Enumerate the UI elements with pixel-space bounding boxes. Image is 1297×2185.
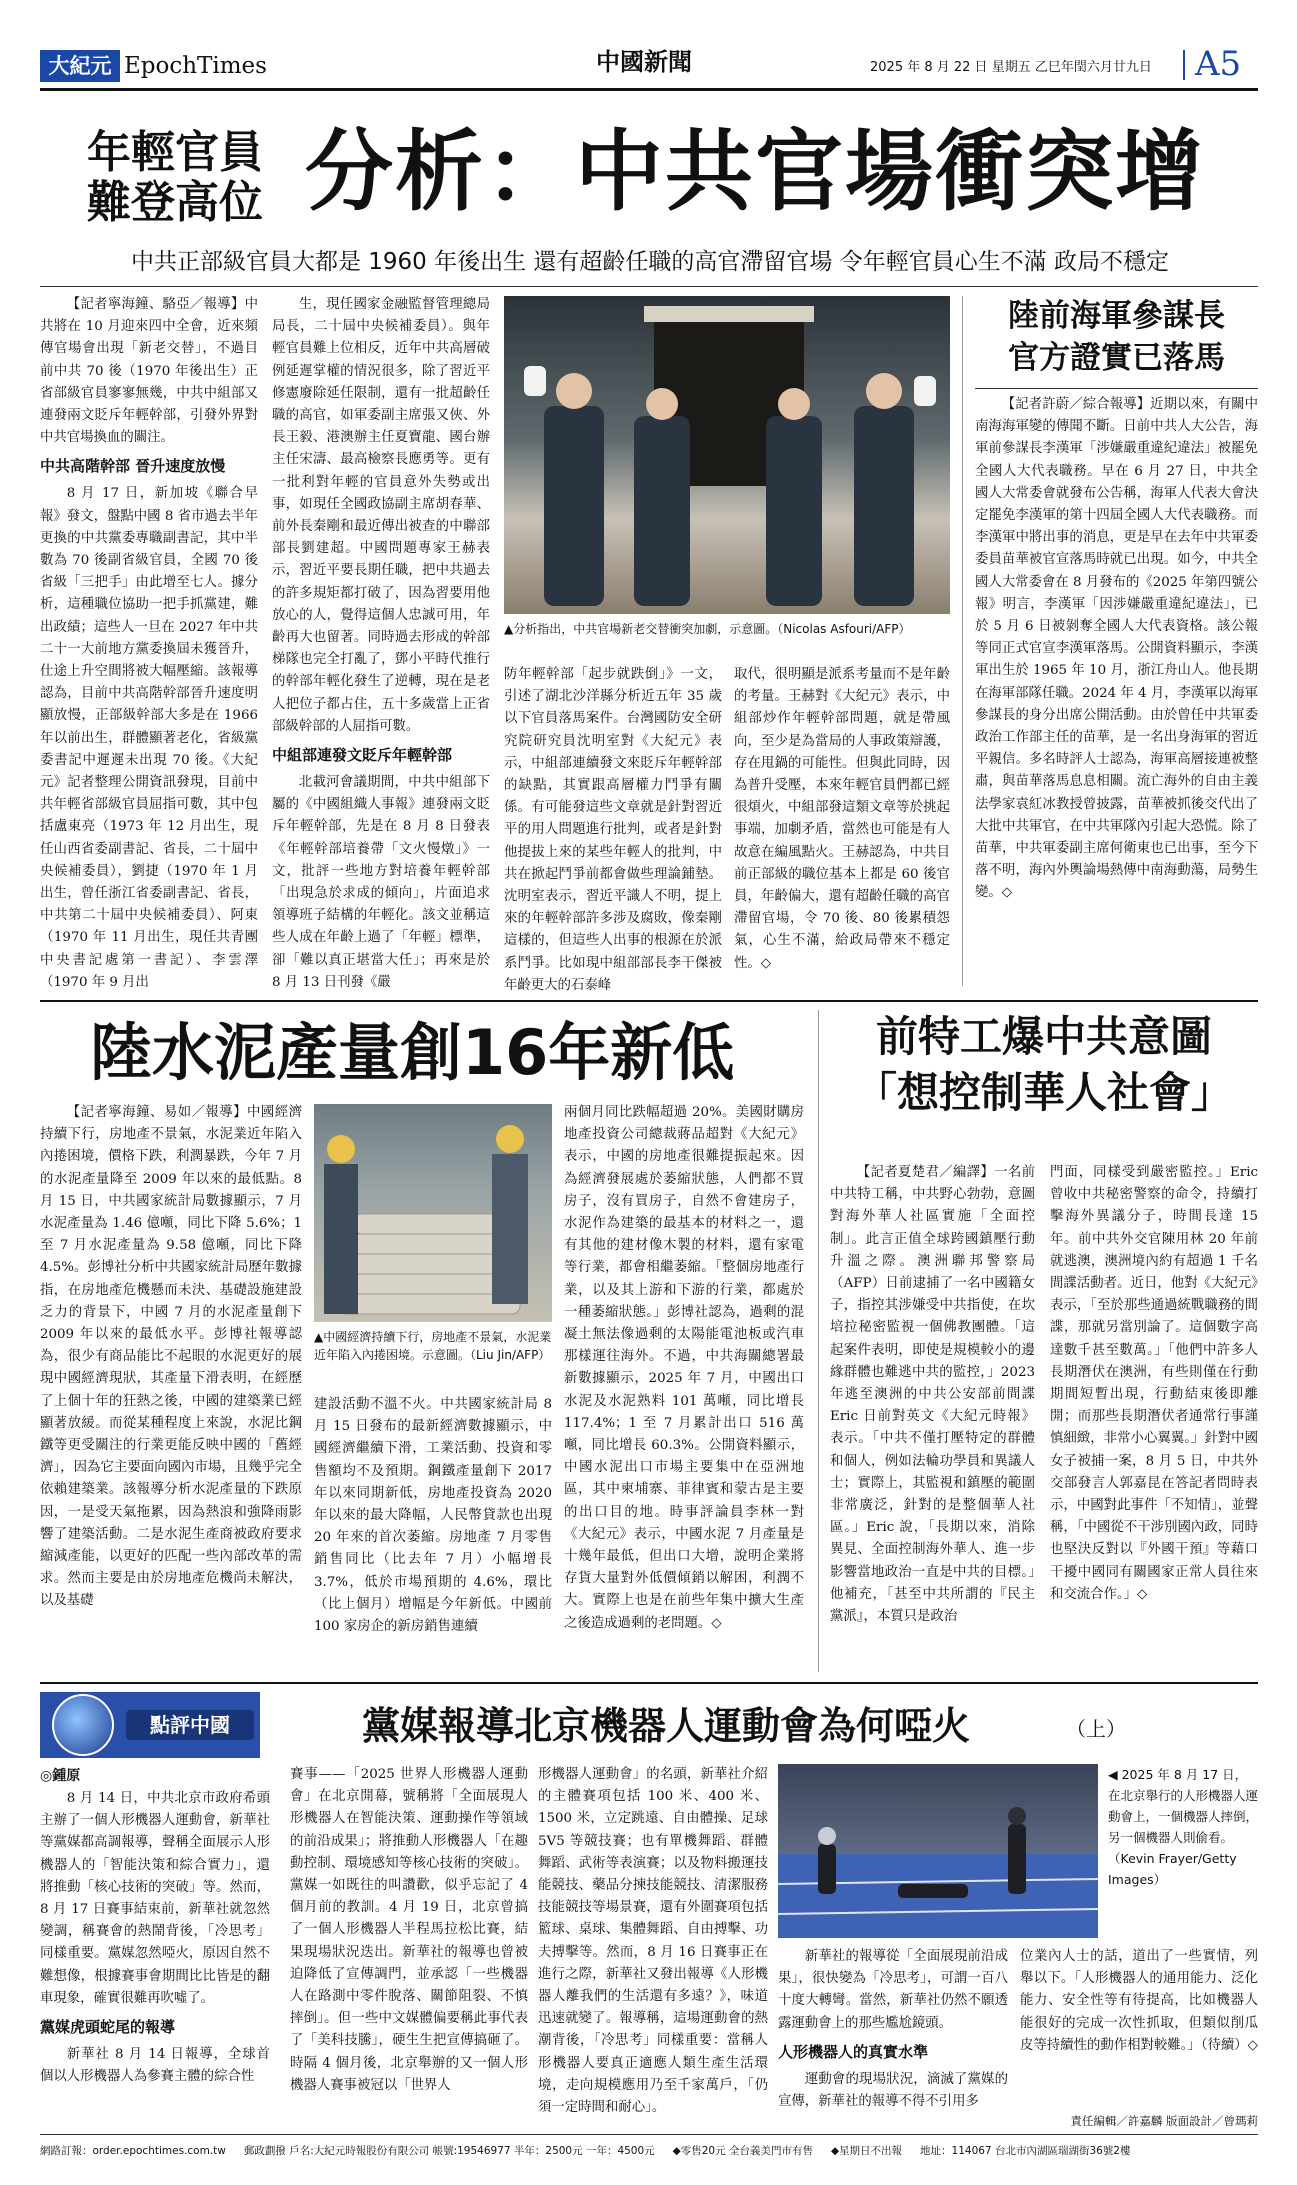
photo-cement <box>314 1104 552 1322</box>
byline: ◎鍾原 <box>40 1768 81 1784</box>
story4-col1: 【記者夏楚君／編譯】一名前中共特工稱，中共野心勃勃，意圖對海外華人社區實施「全面控制」。此言正值全球跨國鎮壓行動升溫之際。澳洲聯邦警察局（AFP）日前逮捕了一名中國籍女子，指控其涉嫌受中共指使，在坎培拉秘密監視一個佛教團體。「這起案件表明，即使是規模較小的邊緣群體也難逃中共的監控，」2023 年逃至澳洲的中共公安部前間諜 Eric 日前對英文《大紀元時報》表示。「中共不僅打壓特定的群體和個人，例如法輪功學員和異議人士；實際上，其監視和鎮壓的範圍非常廣泛，針對的是整個華人社區。」Eric 說，「長期以來，消除異見、全面控制海外華人、進一步影響當地政治一直是中共的目標。」他補充，「甚至中共所謂的『民主黨派』，本質只是政治 <box>830 1165 1035 1625</box>
story1-col4: 取代，很明顯是派系考量而不是年齡的考量。王赫對《大紀元》表示，中組部炒作年輕幹部問題，就是帶風向，至少是為當局的人事政策辯護，存在甩鍋的可能性。但與此同時，因為普升受壓，本來年輕官員們都已經很煩火，中組部發這類文章等於挑起事端，加劇矛盾，當然也可能是有人故意在編風點火。王赫認為，中共目前正部級的職位基本上都是 60 後官員，年齡偏大，還有超齡任職的高官滯留官場，令 70 後、80 後累積怨氣，心生不滿，給政局帶來不穩定性。◇ <box>734 667 950 971</box>
story5-col4: 新華社的報導從「全面展現前沿成果」，很快變為「冷思考」，可謂一百八十度大轉彎。當然，新華社仍然不願透露運動會上的那些尷尬鏡頭。 人形機器人的真實水準 運動會的現場狀況，滴滅了黨媒的宣傳，新華社的報導不得不引用多 <box>778 1949 1008 2110</box>
page-number: A5 <box>1195 44 1242 84</box>
story5-headline-suffix: （上） <box>1066 1717 1126 1741</box>
subhead: 中共正部級官員大都是 1960 年後出生 還有超齡任職的高官滯留官場 令年輕官員心生不滿 政局不穩定 <box>130 249 1170 275</box>
story4-headline-line2: 「想控制華人社會」 <box>854 1068 1233 1117</box>
photo-caption: ▲中國經濟持續下行，房地產不景氣，水泥業近年陷入內捲困境。示意圖。（Liu Jin/AFP） <box>314 1330 552 1362</box>
photo-caption: ◀ 2025 年 8 月 17 日，在北京舉行的人形機器人運動會上，一個機器人摔倒，另一個機器人則偷看。（Kevin Frayer/Getty Images） <box>1108 1767 1259 1887</box>
subheading: 人形機器人的真實水準 <box>778 2042 929 2061</box>
story3-col2: 建設活動不溫不火。中共國家統計局 8 月 15 日發布的最新經濟數據顯示，中國經濟繼續下滑，工業活動、投資和零售額均不及預期。鋼鐵產量創下 2017 年以來同期新低，房地產投資為 2020 年以來的最大降幅，人民幣貸款也出現 20 年來的首次萎縮。房地產 7 月零售銷售同比（比去年 7 月）小幅增長 3.7%，低於市場預期的 4.6%，環比（比上個月）增幅是今年新低。中國前 100 家房企的新房銷售連續 <box>314 1397 552 1635</box>
story3-col1: 【記者寧海鐘、易如／報導】中國經濟持續下行，房地產不景氣，水泥業近年陷入內捲困境，價格下跌，利潤暴跌，今年 7 月的水泥產量降至 2009 年以來的最低點。8 月 15 日，中共國家統計局數據顯示，7 月水泥產量為 1.46 億噸，同比下降 5.6%；1 至 7 月水泥產量為 9.58 億噸，同比下降 4.5%。彭博社分析中共國家統計局歷年數據指，在房地產危機懸而未決、基礎設施建設乏力的背景下，中國 7 月的水泥產量創下 2009 年以來的最低水平。彭博社報導認為，很少有商品能比不起眼的水泥更好的展現中國經濟現狀，其產量下滑表明，在經歷了上個十年的狂熱之後，中國的建築業已經顯著放緩。而從某種程度上來說，水泥比鋼鐵等更受關注的行業更能反映中國的「舊經濟」，因為它主要面向國內市場，且幾乎完全依賴建築業。該報導分析水泥產量的下跌原因，一是受天氣拖累，因為熱浪和強降雨影響了建築活動。二是水泥生產商被政府要求縮減產能，以更好的匹配一些內部改革的需求。然而主要是由於房地產危機尚未解決，以及基礎 <box>40 1105 302 1609</box>
story4-headline-line1: 前特工爆中共意圖 <box>875 1012 1212 1061</box>
photo-caption: ▲分析指出，中共官場新老交替衝突加劇，示意圖。（Nicolas Asfouri/AFP） <box>504 622 911 636</box>
kicker-line1: 年輕官員 <box>87 127 263 178</box>
kicker-line2: 難登高位 <box>87 177 263 228</box>
column-badge-label: 點評中國 <box>126 1710 254 1740</box>
story5-col5: 位業內人士的話，道出了一些實情，列舉以下。「人形機器人的通用能力、泛化能力、安全性等有待提高，比如機器人能很好的完成一次性抓取，但類似削瓜皮等持續性的動作相對較難。」（待續）◇ <box>1020 1949 1258 2053</box>
globe-icon <box>52 1694 114 1756</box>
main-headline: 分析：中共官場衝突增 <box>305 120 1206 223</box>
footer-sunday: ◆星期日不出報 <box>830 2145 903 2157</box>
footer-retail: ◆零售20元 全台義美門市有售 <box>672 2145 813 2157</box>
logo-en: EpochTimes <box>124 53 267 79</box>
story3-headline: 陸水泥產量創16年新低 <box>90 1016 735 1089</box>
photo-officials <box>504 296 950 614</box>
story5-headline: 黨媒報導北京機器人運動會為何啞火 <box>362 1704 971 1748</box>
photo-robots <box>778 1764 1098 1938</box>
story4-col2: 門面，同樣受到嚴密監控。」Eric 曾收中共秘密警察的命令，持續打擊海外異議分子，時間長達 15 年。前中共外交官陳用林 20 年前就逃澳，澳洲境內約有超過 1 千名間諜活動者。近日，他對《大紀元》表示，「至於那些通過統戰職務的間諜，那就另當別論了。這個數字高達數千甚至數萬。」「他們中許多人長期潛伏在澳洲，有些則僅在行動期間短暫出現，行動結束後即離開；而那些長期潛伏者通常行事謹慎細緻，非常小心翼翼。」針對中國女子被捕一案，8 月 5 日，中共外交部發言人郭嘉昆在答記者問時表示，中國對此事件「不知情」，並聲稱，「中國從不干涉別國內政，同時也堅決反對以『外國干預』等藉口干擾中國同有關國家正常人員往來和交流合作。」◇ <box>1050 1165 1258 1602</box>
story2-body: 【記者許蔚／綜合報導】近期以來，有關中南海海軍變的傳聞不斷。日前中共人大公告，海軍前參謀長李漢軍「涉嫌嚴重違紀違法」被罷免全國人大代表職務。早在 6 月 27 日，中共全國人大常委會就發布公告稱，海軍人代表大會決定罷免李漢軍的第十四屆全國人大代表職務。而李漢軍中將出事的消息，更是早在去年中共軍委委員苗華被官宣落馬時就已出現。如今，中共全國人大常委會在 8 月發布的《2025 年第四號公報》明言，李漢軍「因涉嫌嚴重違紀違法」，已於 5 月 6 日被剝奪全國人大代表資格。該公報等同正式官宣李漢軍落馬。公開資料顯示，李漢軍出生於 1965 年 10 月，浙江舟山人。他長期在海軍部隊任職。2024 年 4 月，李漢軍以海軍參謀長的身分出席公開活動。由於曾任中共軍委政治工作部主任的苗華，是一名出身海軍的習近平親信。多名時評人士認為，海軍高層接連被整肅，與苗華落馬息息相關。流亡海外的自由主義法學家袁紅冰教授曾披露，苗華被抓後交代出了大批中共軍官，在中共軍隊內引起大恐慌。除了苗華，中共軍委副主席何衛東也已出事，至今下落不明，海內外輿論場熱傳中南海動蕩，局勢生變。◇ <box>975 397 1259 901</box>
issue-date: 2025 年 8 月 22 日 星期五 乙巳年閏六月廿九日 <box>870 60 1152 75</box>
section-title: 中國新聞 <box>596 47 692 76</box>
story5-col2: 賽事——「2025 世界人形機器人運動會」在北京開幕，號稱將「全面展現人形機器人在智能決策、運動操作等領域的前沿成果」；將推動人形機器人「在趣動控制、環境感知等核心技術的突破」。黨媒一如既往的叫讚歡，似乎忘記了 4 個月前的教訓。4 月 19 日，北京曾搞了一個人形機器人半程馬拉松比賽，結果現場狀況迭出。新華社的報導也曾被迫降低了宣傳調門，並承認「一些機器人在路測中零件脫落、關節阻裂、不慎摔倒」。但一些中文媒體偏要稱此事代表了「美科技騰」，硬生生把宣傳搞砸了。時隔 4 個月後，北京舉辦的又一個人形機器人賽事被冠以「世界人 <box>290 1767 528 2093</box>
story1-col3: 防年輕幹部「起步就跌倒」》一文，引述了湖北沙洋縣分析近五年 35 歲以下官員落馬案件。台灣國防安全研究院研究員沈明室對《大紀元》表示，中組部連續發文來貶斥年輕幹部的缺點，其實跟高層權力鬥爭有關係。有可能發這些文章就是針對習近平的用人問題進行批判，或者是針對他提拔上來的某些年輕人的批判，中共在掀起鬥爭前都會做些理論鋪墊。沈明室表示，習近平識人不明，提上來的年輕幹部許多涉及腐敗，像秦剛這樣的，但這些人出事的根源在於派系鬥爭。比如現中組部部長李干傑被年齡更大的石泰峰 <box>504 667 722 993</box>
editor-credit: 責任編輯／許嘉麟 版面設計／曾瑪莉 <box>1070 2114 1258 2128</box>
story2-headline-line1: 陸前海軍參謀長 <box>1008 298 1225 334</box>
story2-headline-line2: 官方證實已落馬 <box>1008 340 1225 376</box>
subheading: 中組部連發文貶斥年輕幹部 <box>272 746 453 765</box>
story1-col2: 生，現任國家金融監督管理總局局長，二十屆中央候補委員）。與年輕官員難上位相反，近年中共高層破例延遲掌權的情況很多，除了習近平修憲廢除延任限制，還有一批超齡任職的高官，如軍委副主席張又俠、外長王毅、港澳辦主任夏寶龍、國台辦主任宋濤、最高檢察長應勇等。更有一批利對年輕的官員意外失勢或出事，如現任全國政協副主席胡春華、前外長秦剛和最近傳出被查的中聯部部長劉建超。中國問題專家王赫表示，習近平要長期任職，把中共過去的許多規矩都打破了，因為習要用他放心的人，覺得這個人忠誠可用，年齡再大也留著。同時過去形成的幹部梯隊也完全打亂了，鄧小平時代推行的幹部年輕化發生了逆轉，現在是老人把位子都占住，五十多歲當上正省部級幹部的人屈指可數。 中組部連發文貶斥年輕幹部 北載河會議期間，中共中組部下屬的《中國組織人事報》連發兩文貶斥年輕幹部，先是在 8 月 8 日發表《年輕幹部培養帶「文火慢燉」》一文，批評一些地方對培養年輕幹部「出現急於求成的傾向」，片面追求領導班子結構的年輕化。該文並稱這些人成在年齡上過了「年輕」標準，卻「難以真正堪當大任」；再來是於 8 月 13 日刊發《嚴 <box>272 297 490 990</box>
story5-col3: 形機器人運動會」的名頭，新華社介紹的主體賽項包括 100 米、400 米、1500 米，立定跳遠、自由體操、足球 5V5 等競技賽；也有單機舞蹈、群體舞蹈、武術等表演賽；以及物料搬運技能競技、藥品分揀技能競技、清潔服務技能競技等場景賽，還有外圍賽項包括籃球、桌球、集體舞蹈、自由搏擊、功夫搏擊等。然而，8 月 16 日賽事正在進行之際，新華社又發出報導《人形機器人離我們的生活還有多遠？》，味道迅速就變了。報導稱，這場運動會的熱潮背後，「冷思考」同樣重要：當稱人形機器人要真正適應人類生產生活環境，走向規模應用乃至千家萬戶，「仍須一定時間和耐心」。 <box>538 1767 768 2116</box>
story3-col3: 兩個月同比跌幅超過 20%。美國財購房地產投資公司總裁蔣品超對《大紀元》表示，中國的房地產很難提振起來。因為經濟發展處於萎縮狀態，人們都不買房子，沒有買房子，自然不會建房子，水泥作為建築的最基本的材料之一，還有其他的建材像木製的材料，還有家電等行業，都會相繼萎縮。「整個房地產行業，以及其上游和下游的行業，都處於一種萎縮狀態。」彭博社認為，過剩的混凝土無法像過剩的太陽能電池板或汽車那樣運往海外。不過，中共海關總署最新數據顯示，2025 年 7 月，中國出口水泥及水泥熟料 101 萬噸，同比增長 117.4%；1 至 7 月累計出口 516 萬噸，同比增長 60.3%。公開資料顯示，中國水泥出口市場主要集中在亞洲地區，其中柬埔寨、菲律賓和蒙古是主要的出口目的地。時事評論員李林一對《大紀元》表示，中國水泥 7 月產量是十幾年最低，但出口大增，說明企業將存貨大量對外低價傾銷以解困，利潤不大。實際上也是在前些年集中擴大生產之後造成過剩的老問題。◇ <box>564 1105 804 1631</box>
story1-col1: 【記者寧海鐘、駱亞／報導】中共將在 10 月迎來四中全會，近來頻傳官場會出現「新老交替」，不過目前中共 70 後（1970 年後出生）正省部級官員寥寥無幾，中共中組部又連發兩文貶斥年輕幹部，引發外界對中共官場換血的關注。 中共高階幹部 晉升速度放慢 8 月 17 日，新加坡《聯合早報》發文，盤點中國 8 省市過去半年更換的中共黨委專職副書記，其中半數為 70 後副省級官員，全國 70 後省級「三把手」由此增至七人。據分析，這種職位協助一把手抓黨建，難出政績；這些人一旦在 2027 年中共二十一大前地方黨委換屆未獲晉升，仕途上升空間將被大幅壓縮。該報導認為，目前中共高階幹部晉升速度明顯放慢，正部級幹部大多是在 1966 年以前出生，群體顯著老化，省級黨委書記中遲遲未出現 70 後。《大紀元》記者整理公開資訊發現，目前中共年輕省部級官員屈指可數，其中包括盧東亮（1973 年 12 月出生，現任山西省委副書記、省長，二十屆中央候補委員），劉捷（1970 年 1 月出生，曾任浙江省委副書記、省長，中共第二十屆中央候補委員）、阿東（1970 年 11 月出生，現任共青團中央書記處第一書記）、李雲澤（1970 年 9 月出 <box>40 297 258 990</box>
story5-col1: ◎鍾原 8 月 14 日，中共北京市政府希頭主辦了一個人形機器人運動會，新華社等黨媒都高調報導，聲稱全面展示人形機器人的「智能決策和綜合實力」，還將推動「核心技術的突破」等。然而，8 月 17 日賽事結束前，新華社就忽然變調，稱賽會的熱鬧背後，「冷思考」同樣重要。黨媒忽然啞火，原因自然不難想像，根據賽事會期間比比皆是的翻車現象，確實很難再吹噓了。 黨媒虎頭蛇尾的報導 新華社 8 月 14 日報導，全球首個以人形機器人為參賽主體的綜合性 <box>40 1764 270 2106</box>
subheading: 黨媒虎頭蛇尾的報導 <box>40 2018 176 2037</box>
logo-cn: 大紀元 <box>48 53 112 78</box>
footer-postal: 郵政劃撥 戶名:大紀元時報股份有限公司 帳號:19546977 半年：2500元 一年：4500元 <box>243 2145 655 2157</box>
footer <box>40 2140 1258 2162</box>
footer-web-subscribe[interactable]: 網路訂報：order.epochtimes.com.tw <box>40 2145 226 2157</box>
footer-address: 地址：114067 台北市內湖區瑞湖街36號2樓 <box>920 2145 1131 2157</box>
subheading: 中共高階幹部 晉升速度放慢 <box>40 457 226 476</box>
